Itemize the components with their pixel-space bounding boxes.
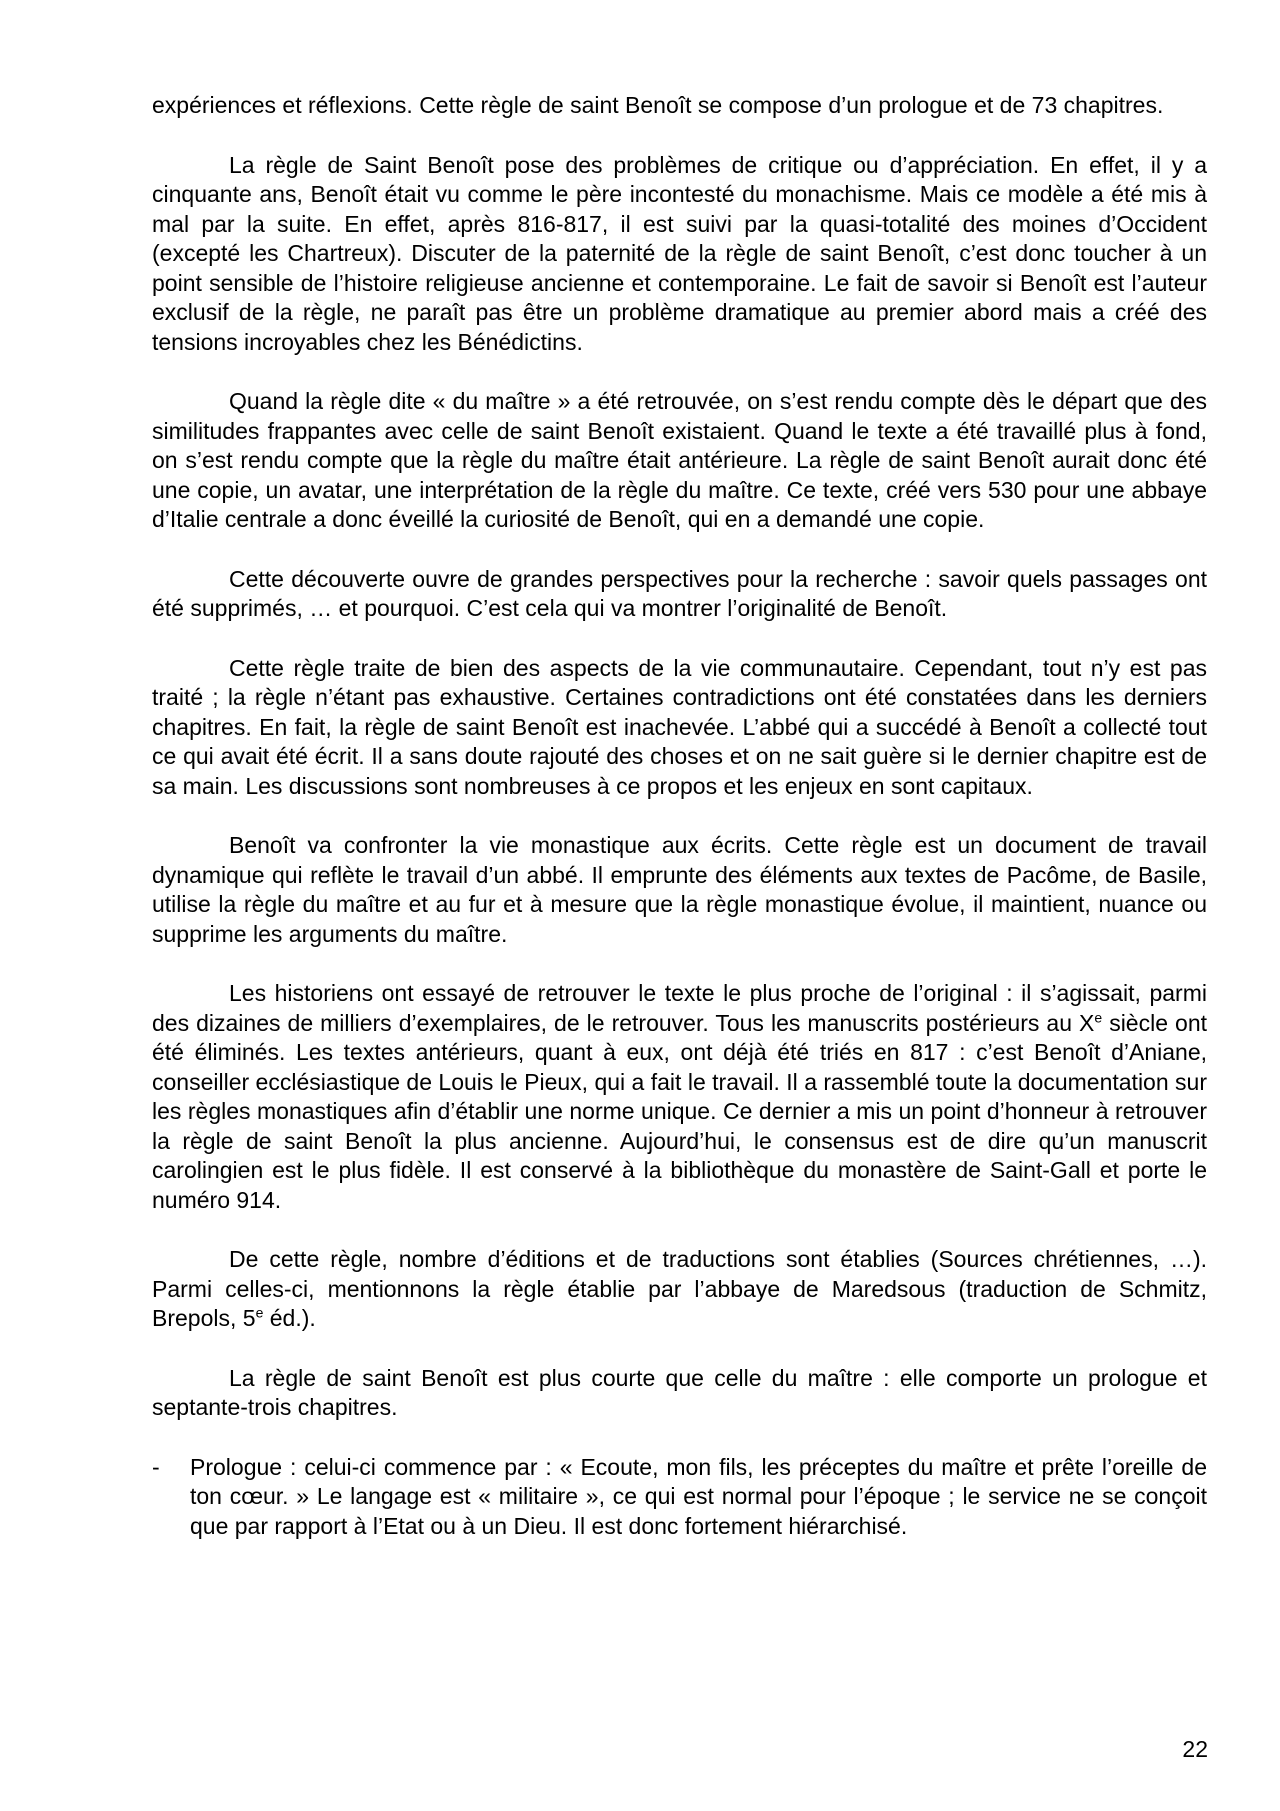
superscript-e: e xyxy=(255,1304,264,1321)
paragraph-2: La règle de Saint Benoît pose des problèmes de critique ou d’appréciation. En effet, il y a cinquante ans, Benoît était vu comme le père incontesté du monachisme. Mais ce modèle a été mis à mal par la suite. En effet, après 816-817, il est suivi par la quasi-totalité des moines d’Occident (excepté les Chartreux). Discuter de la paternité de la règle de saint Benoît, c’est donc toucher à un point sensible de l’histoire religieuse ancienne et contemporaine. Le fait de savoir si Benoît est l’auteur exclusif de la règle, ne paraît pas être un problème dramatique au premier abord mais a créé des tensions incroyables chez les Bénédictins. xyxy=(152,151,1207,355)
bullet-text: Prologue : celui-ci commence par : « Ecoute, mon fils, les préceptes du maître et prête l’oreille de ton cœur. » Le langage est « militaire », ce qui est normal pour l’époque ; le service ne se conçoit que par rapport à l’Etat ou à un Dieu. Il est donc fortement hiérarchisé. xyxy=(190,1453,1207,1539)
page-number: 22 xyxy=(1182,1736,1208,1762)
paragraph-8-text-b: éd.). xyxy=(263,1305,316,1331)
paragraph-7-text-b: siècle ont été éliminés. Les textes antérieurs, quant à eux, ont déjà été triés en 817 : c’est Benoît d’Aniane, conseiller ecclésiastique de Louis le Pieux, qui a fait le travail. Il a rassemblé toute la documentation sur les règles monastiques afin d’établir une norme unique. Ce dernier a mis un point d’honneur à retrouver la règle de saint Benoît la plus ancienne. Aujourd’hui, le consensus est de dire qu’un manuscrit carolingien est le plus fidèle. Il est conservé à la bibliothèque du monastère de Saint-Gall et porte le numéro 914. xyxy=(152,1009,1208,1213)
bullet-dash: - xyxy=(152,1453,160,1480)
paragraph-7 xyxy=(152,979,1207,1215)
paragraph-6: Benoît va confronter la vie monastique aux écrits. Cette règle est un document de travail dynamique qui reflète le travail d’un abbé. Il emprunte des éléments aux textes de Pacôme, de Basile, utilise la règle du maître et au fur et à mesure que la règle monastique évolue, il maintient, nuance ou supprime les arguments du maître. xyxy=(152,832,1207,947)
paragraph-1: expériences et réflexions. Cette règle de saint Benoît se compose d’un prologue et de 73 chapitres. xyxy=(152,92,1164,118)
paragraph-5: Cette règle traite de bien des aspects de la vie communautaire. Cependant, tout n’y est pas traité ; la règle n’étant pas exhaustive. Certaines contradictions ont été constatées dans les derniers chapitres. En fait, la règle de saint Benoît est inachevée. L’abbé qui a succédé à Benoît a collecté tout ce qui avait été écrit. Il a sans doute rajouté des choses et on ne sait guère si le dernier chapitre est de sa main. Les discussions sont nombreuses à ce propos et les enjeux en sont capitaux. xyxy=(152,654,1207,799)
bullet-item-prologue xyxy=(152,1453,1207,1542)
superscript-e: e xyxy=(1094,1008,1103,1025)
paragraph-8 xyxy=(152,1245,1207,1334)
paragraph-9: La règle de saint Benoît est plus courte que celle du maître : elle comporte un prologue et septante-trois chapitres. xyxy=(152,1364,1207,1420)
paragraph-8-text-a: De cette règle, nombre d’éditions et de traductions sont établies (Sources chrétiennes, …). Parmi celles-ci, mentionnons la règle établie par l’abbaye de Maredsous (traduction de Schmitz, Brepols, 5 xyxy=(152,1246,1207,1331)
paragraph-7-text-a: Les historiens ont essayé de retrouver le texte le plus proche de l’original : il s’agissait, parmi des dizaines de milliers d’exemplaires, de le retrouver. Tous les manuscrits postérieurs au X xyxy=(152,980,1207,1036)
body-text xyxy=(152,91,1207,1541)
paragraph-3: Quand la règle dite « du maître » a été retrouvée, on s’est rendu compte dès le départ que des similitudes frappantes avec celle de saint Benoît existaient. Quand le texte a été travaillé plus à fond, on s’est rendu compte que la règle du maître était antérieure. La règle de saint Benoît aurait donc été une copie, un avatar, une interprétation de la règle du maître. Ce texte, créé vers 530 pour une abbaye d’Italie centrale a donc éveillé la curiosité de Benoît, qui en a demandé une copie. xyxy=(152,388,1207,532)
paragraph-4: Cette découverte ouvre de grandes perspectives pour la recherche : savoir quels passages ont été supprimés, … et pourquoi. C’est cela qui va montrer l’originalité de Benoît. xyxy=(152,565,1207,621)
